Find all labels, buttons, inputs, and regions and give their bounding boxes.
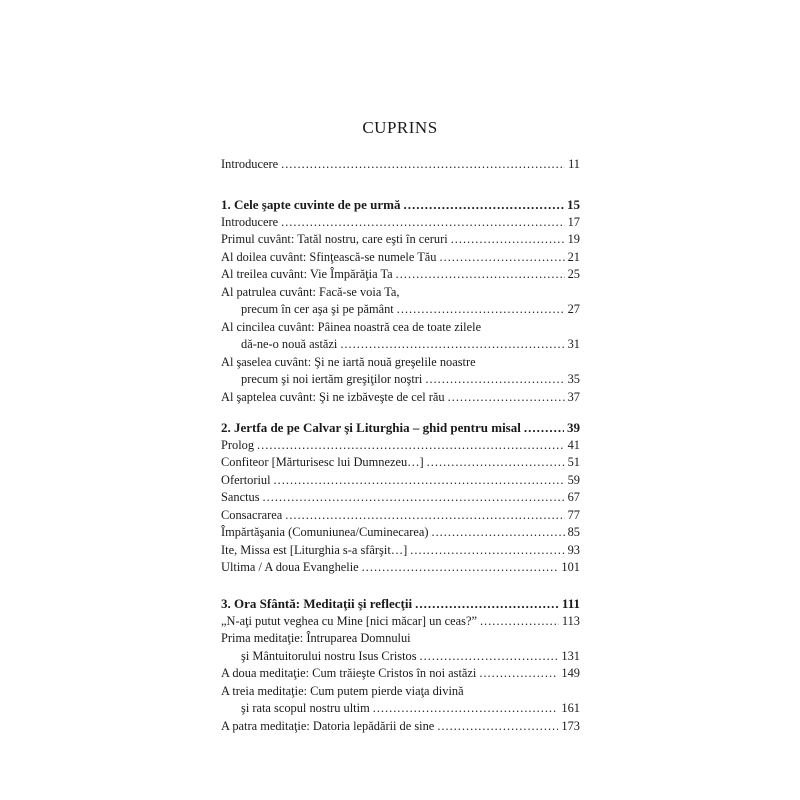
toc-entry-title: A doua meditaţie: Cum trăieşte Cristos în noi astăzi xyxy=(221,666,477,680)
toc-entry-page: 113 xyxy=(561,613,580,628)
toc-entry[interactable] xyxy=(221,542,580,560)
section-heading[interactable] xyxy=(221,419,580,437)
toc-entry-title: Împărtăşania (Comuniunea/Cuminecarea) xyxy=(221,525,429,539)
toc-section-3 xyxy=(221,595,580,735)
toc-entry-page: 51 xyxy=(567,455,580,469)
toc-entry[interactable] xyxy=(221,214,580,232)
toc-entry-page: 27 xyxy=(567,302,580,316)
toc-entry-page: 173 xyxy=(561,718,580,733)
section-heading-page: 39 xyxy=(567,420,580,435)
toc-entry-page: 21 xyxy=(567,249,580,264)
toc-intro-block xyxy=(221,156,580,174)
toc-entry[interactable] xyxy=(221,472,580,490)
toc-entry-page: 93 xyxy=(567,542,580,557)
toc-entry-first-line[interactable]: Al cincilea cuvânt: Pâinea noastră cea de toate zilele xyxy=(221,319,482,334)
toc-entry[interactable] xyxy=(221,266,580,284)
section-heading-title: 1. Cele şapte cuvinte de pe urmă xyxy=(221,197,401,212)
toc-entry-page: 25 xyxy=(567,267,580,281)
toc-entry-title: Consacrarea xyxy=(221,507,283,522)
page-title: CUPRINS xyxy=(362,118,438,137)
toc-entry-page: 77 xyxy=(567,507,580,522)
toc-entry[interactable] xyxy=(221,700,580,718)
toc-entry-title: Ultima / A doua Evanghelie xyxy=(221,560,359,574)
toc-entry-page: 149 xyxy=(561,666,580,680)
toc-entry[interactable] xyxy=(221,648,580,666)
toc-entry-title: şi rata scopul nostru ultim xyxy=(241,701,370,715)
toc-entry-title: dă-ne-o nouă astăzi xyxy=(241,337,338,351)
toc-entry[interactable] xyxy=(221,559,580,577)
toc-entry[interactable] xyxy=(221,507,580,525)
toc-entry-title: „N-aţi putut veghea cu Mine [nici măcar] un ceas?” xyxy=(221,613,477,628)
toc-entry-page: 131 xyxy=(561,648,580,663)
toc-entry[interactable] xyxy=(221,231,580,249)
toc-entry-title: Confiteor [Mărturisesc lui Dumnezeu…] xyxy=(221,455,424,469)
toc-entry-page: 19 xyxy=(567,232,580,246)
toc-entry-title: Sanctus xyxy=(221,490,260,504)
toc-entry-title: Al doilea cuvânt: Sfinţească-se numele Tău xyxy=(221,249,437,264)
toc-section-1 xyxy=(221,196,580,406)
toc-entry-page: 161 xyxy=(561,701,580,715)
toc-entry[interactable] xyxy=(221,718,580,736)
toc-entry-page: 101 xyxy=(561,560,580,574)
toc-entry-title: Ofertoriul xyxy=(221,472,271,487)
toc-entry-page: 85 xyxy=(567,525,580,539)
toc-entry-page: 35 xyxy=(567,372,580,386)
toc-entry-title: şi Mântuitorului nostru Isus Cristos xyxy=(241,648,417,663)
toc-entry[interactable] xyxy=(221,489,580,507)
toc-entry-title: precum în cer aşa şi pe pământ xyxy=(241,302,394,316)
toc-entry-title: Introducere xyxy=(221,214,279,229)
toc-entry-page: 31 xyxy=(567,337,580,351)
toc-entry[interactable] xyxy=(221,665,580,683)
toc-entry[interactable] xyxy=(221,336,580,354)
toc-entry-first-line[interactable]: Al patrulea cuvânt: Facă-se voia Ta, xyxy=(221,284,400,299)
section-heading[interactable] xyxy=(221,196,580,214)
toc-entry-first-line[interactable]: Al şaselea cuvânt: Şi ne iartă nouă greşelile noastre xyxy=(221,354,476,369)
toc-entry-title: Al treilea cuvânt: Vie Împărăţia Ta xyxy=(221,267,393,281)
toc-entry-title: Al şaptelea cuvânt: Şi ne izbăveşte de cel rău xyxy=(221,389,445,404)
toc-entry-title: Introducere xyxy=(221,157,279,171)
toc-entry-page: 11 xyxy=(568,157,580,171)
toc-entry-first-line[interactable]: A treia meditaţie: Cum putem pierde viaţa divină xyxy=(221,683,464,698)
toc-entry[interactable] xyxy=(221,389,580,407)
toc-entry[interactable] xyxy=(221,156,580,174)
toc-entry-title: precum şi noi iertăm greşiţilor noştri xyxy=(241,372,423,386)
toc-entry-page: 41 xyxy=(567,437,580,452)
toc-entry-title: Primul cuvânt: Tatăl nostru, care eşti în ceruri xyxy=(221,232,448,246)
section-heading-page: 111 xyxy=(561,596,580,611)
toc-entry-title: A patra meditaţie: Datoria lepădării de sine xyxy=(221,718,435,733)
toc-entry-page: 17 xyxy=(567,214,580,229)
toc-entry-page: 59 xyxy=(567,472,580,487)
toc-entry[interactable] xyxy=(221,524,580,542)
toc-entry-title: Prolog xyxy=(221,437,255,452)
section-heading[interactable] xyxy=(221,595,580,613)
toc-entry-page: 67 xyxy=(567,490,580,504)
toc-entry[interactable] xyxy=(221,371,580,389)
toc-entry-title: Ite, Missa est [Liturghia s-a sfârşit…] xyxy=(221,542,408,557)
section-heading-title: 2. Jertfa de pe Calvar şi Liturghia – ghid pentru misal xyxy=(221,420,521,435)
section-heading-page: 15 xyxy=(567,197,580,212)
toc-entry[interactable] xyxy=(221,613,580,631)
toc-entry[interactable] xyxy=(221,301,580,319)
toc-entry-page: 37 xyxy=(567,389,580,404)
toc-entry[interactable] xyxy=(221,437,580,455)
toc-entry[interactable] xyxy=(221,249,580,267)
toc-entry-first-line[interactable]: Prima meditaţie: Întruparea Domnului xyxy=(221,631,411,645)
section-heading-title: 3. Ora Sfântă: Meditaţii şi reflecţii xyxy=(221,596,413,611)
toc-entry[interactable] xyxy=(221,454,580,472)
toc-section-2 xyxy=(221,419,580,577)
